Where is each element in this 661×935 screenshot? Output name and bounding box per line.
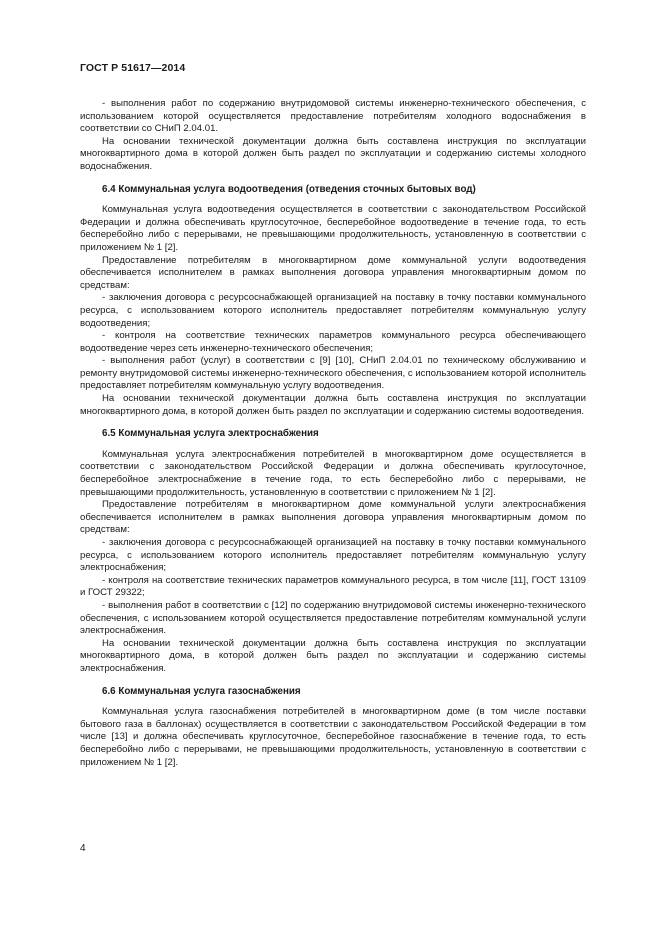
list-item: - заключения договора с ресурсоснабжающей организацией на поставку в точку поставки коммунального ресурса, с использованием которого исполнитель предоставляет потребителям коммунальную услугу электроснабжения; (80, 537, 586, 574)
list-item: - выполнения работ (услуг) в соответствии с [9] [10], СНиП 2.04.01 по техническому обслуживанию и ремонту внутридомовой системы инженерно-технического обеспечения, с использованием которой исполнитель предоставляет потребителям коммунальную услугу водоотведения. (80, 355, 586, 392)
list-item: - заключения договора с ресурсоснабжающей организацией на поставку в точку поставки коммунального ресурса, с использованием которого исполнитель предоставляет потребителям коммунальную услугу водоотведения; (80, 292, 586, 329)
paragraph: Предоставление потребителям в многоквартирном доме коммунальной услуги электроснабжения обеспечивается исполнителем в рамках выполнения договора управления многоквартирным домом по средствам: (80, 499, 586, 536)
page-number: 4 (80, 843, 86, 854)
document-header: ГОСТ Р 51617—2014 (80, 62, 186, 74)
paragraph: Коммунальная услуга водоотведения осуществляется в соответствии с законодательством Российской Федерации и должна обеспечивать круглосуточное, бесперебойное водоотведение в течение года, то есть бесперебойно либо с перерывами, не превышающими продолжительность, установленную в соответствии с приложением № 1 [2]. (80, 204, 586, 253)
section-heading-6-5: 6.5 Коммунальная услуга электроснабжения (102, 428, 319, 440)
list-item: - выполнения работ в соответствии с [12] по содержанию внутридомовой системы инженерно-технического обеспечения, с использованием которой осуществляется предоставление потребителям коммунальной услуги электроснабжения. (80, 599, 586, 637)
section-heading-6-4: 6.4 Коммунальная услуга водоотведения (отведения сточных бытовых вод) (102, 183, 476, 195)
paragraph: Коммунальная услуга электроснабжения потребителей в многоквартирном доме осуществляется в соответствии с законодательством Российской Федерации и должна обеспечивать круглосуточное, бесперебойное электроснабжение в течение года, то есть бесперебойно либо с перерывами, не превышающими продолжительность, установленную в соответствии с приложением № 1 [2]. (80, 448, 586, 498)
list-item: - контроля на соответствие технических параметров коммунального ресурса, в том числе [11], ГОСТ 13109 и ГОСТ 29322; (80, 574, 586, 599)
paragraph: На основании технической документации должна быть составлена инструкция по эксплуатации многоквартирного дома, в которой должен быть раздел по эксплуатации и содержанию системы водоотведения. (80, 393, 586, 417)
section-heading-6-6: 6.6 Коммунальная услуга газоснабжения (102, 685, 301, 697)
paragraph: Коммунальная услуга газоснабжения потребителей в многоквартирном доме (в том числе поставки бытового газа в баллонах) осуществляется в соответствии с законодательством Российской Федерации в том числе [13] и должна обеспечивать круглосуточное, бесперебойное газоснабжение в течение года, то есть бесперебойно либо с перерывами, не превышающими продолжительность, установленную в соответствии с приложением № 1 [2]. (80, 706, 586, 768)
paragraph: - выполнения работ по содержанию внутридомовой системы инженерно-технического обеспечения, с использованием которой осуществляется предоставление потребителям холодного водоснабжения в соответствии со СНиП 2.04.01. (80, 98, 586, 135)
paragraph: На основании технической документации должна быть составлена инструкция по эксплуатации многоквартирного дома в которой должен быть раздел по эксплуатации и содержанию системы холодного водоснабжения. (80, 135, 586, 172)
page-content (80, 98, 586, 769)
paragraph: На основании технической документации должна быть составлена инструкция по эксплуатации многоквартирного дома, в которой должен быть раздел по эксплуатации и содержанию системы электроснабжения. (80, 637, 586, 674)
list-item: - контроля на соответствие технических параметров коммунального ресурса обеспечивающего водоотведение через сеть инженерно-технического обеспечения; (80, 330, 586, 354)
paragraph: Предоставление потребителям в многоквартирном доме коммунальной услуги водоотведения обеспечивается исполнителем в рамках выполнения договора управления многоквартирным домом по средствам: (80, 254, 586, 291)
